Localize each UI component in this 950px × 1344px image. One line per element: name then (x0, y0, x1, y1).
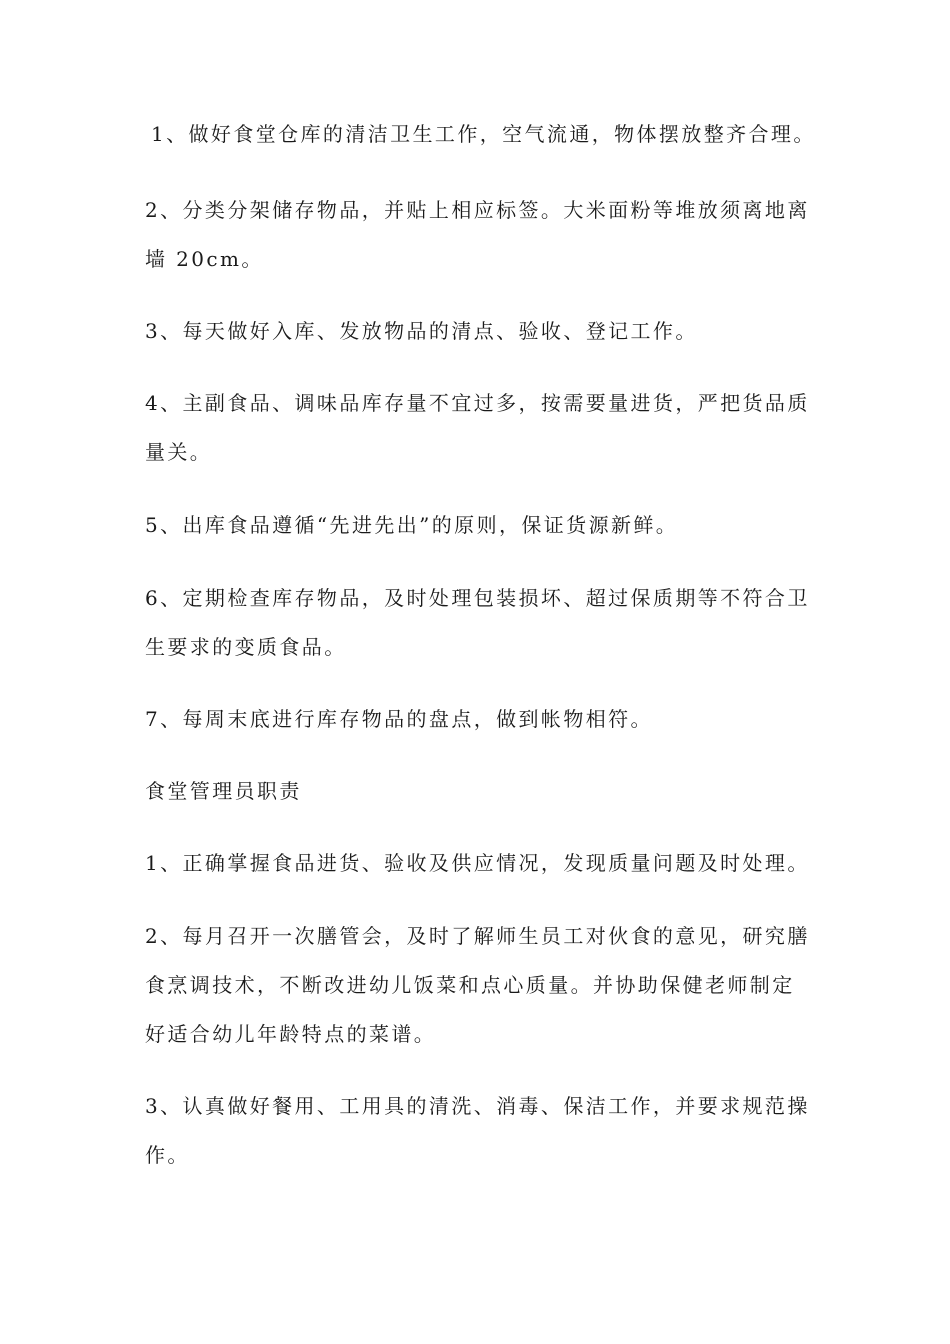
duty-item-2: 2、每月召开一次膳管会，及时了解师生员工对伙食的意见，研究膳食烹调技术，不断改进幼儿饭菜和点心质量。并协助保健老师制定好适合幼儿年龄特点的菜谱。 (145, 924, 810, 1046)
section-heading: 食堂管理员职责 (145, 779, 302, 803)
paragraph-item-3: 3、每天做好入库、发放物品的清点、验收、登记工作。 (145, 319, 698, 343)
paragraph-item-2: 2、分类分架储存物品，并贴上相应标签。大米面粉等堆放须离地离墙 20cm。 (145, 198, 810, 271)
duty-item-1: 1、正确掌握食品进货、验收及供应情况，发现质量问题及时处理。 (145, 851, 810, 875)
paragraph-item-6: 6、定期检查库存物品，及时处理包装损坏、超过保质期等不符合卫生要求的变质食品。 (145, 586, 810, 659)
paragraph-item-4: 4、主副食品、调味品库存量不宜过多，按需要量进货，严把货品质量关。 (145, 391, 810, 464)
paragraph-item-1: 1、做好食堂仓库的清洁卫生工作，空气流通，物体摆放整齐合理。 (151, 122, 816, 146)
paragraph-item-5: 5、出库食品遵循“先进先出”的原则，保证货源新鲜。 (145, 513, 679, 537)
paragraph-item-7: 7、每周末底进行库存物品的盘点，做到帐物相符。 (145, 707, 653, 731)
duty-item-3: 3、认真做好餐用、工用具的清洗、消毒、保洁工作，并要求规范操作。 (145, 1094, 810, 1167)
